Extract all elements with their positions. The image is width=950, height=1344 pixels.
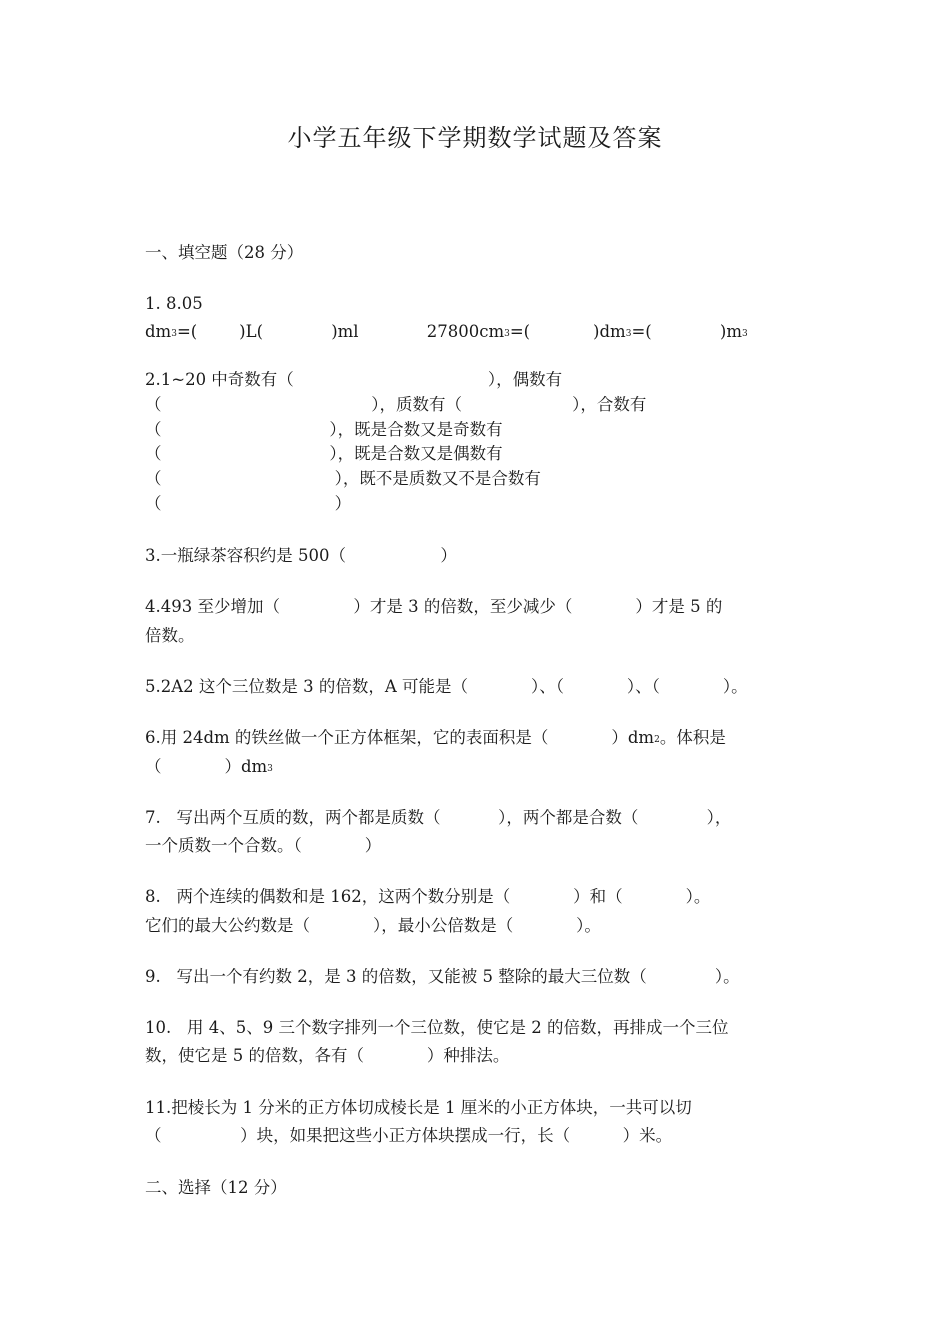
question-2-line-4: （ ），既是合数又是偶数有 (145, 444, 503, 463)
section-heading-fill-in: 一、填空题（28 分） (145, 243, 304, 262)
question-11-line-1: 11.把棱长为 1 分米的正方体切成棱长是 1 厘米的小正方体块，一共可以切 (145, 1098, 692, 1117)
question-6-line-2: （ ）$dm^3$ (145, 757, 273, 776)
section-heading-choice: 二、选择（12 分） (145, 1178, 287, 1197)
question-1-line-1: 1. 8.05 (145, 294, 203, 313)
question-2-line-2: （ ），质数有（ ），合数有 (145, 395, 647, 414)
question-11-line-2: （ ）块，如果把这些小正方体块摆成一行，长（ ）米。 (145, 1126, 673, 1145)
question-7-line-1: 7. 写出两个互质的数，两个都是质数（ ），两个都是合数（ ）， (145, 808, 732, 827)
question-9: 9. 写出一个有约数 2，是 3 的倍数，又能被 5 整除的最大三位数（ ）。 (145, 967, 740, 986)
question-8-line-1: 8. 两个连续的偶数和是 162，这两个数分别是（ ）和（ ）。 (145, 887, 711, 906)
question-2-line-3: （ ），既是合数又是奇数有 (145, 420, 503, 439)
question-2-line-6: （ ） (145, 494, 352, 513)
question-5: 5.2A2 这个三位数是 3 的倍数，A 可能是（ ）、（ ）、（ ）。 (145, 677, 748, 696)
question-1-line-2: $dm^3=$( )L( )ml $27800cm^3=$( )$dm^3=$( )$m^3$ (145, 322, 748, 341)
question-8-line-2: 它们的最大公约数是（ ），最小公倍数是（ ）。 (145, 916, 601, 935)
question-4-line-1: 4.493 至少增加（ ）才是 3 的倍数，至少减少（ ）才是 5 的 (145, 597, 723, 616)
question-10-line-2: 数，使它是 5 的倍数，各有（ ）种排法。 (145, 1046, 510, 1065)
question-2-line-1: 2.1~20 中奇数有（ ），偶数有 (145, 370, 563, 389)
question-4-line-2: 倍数。 (145, 626, 195, 645)
question-7-line-2: 一个质数一个合数。（ ） (145, 836, 382, 855)
page-title: 小学五年级下学期数学试题及答案 (287, 124, 663, 152)
question-3: 3.一瓶绿茶容积约是 500（ ） (145, 546, 457, 565)
question-2-line-5: （ ），既不是质数又不是合数有 (145, 469, 541, 488)
question-10-line-1: 10. 用 4、5、9 三个数字排列一个三位数，使它是 2 的倍数，再排成一个三位 (145, 1018, 729, 1037)
question-6-line-1: 6.用 24dm 的铁丝做一个正方体框架，它的表面积是（ ）$dm^2$。体积是 (145, 728, 726, 747)
